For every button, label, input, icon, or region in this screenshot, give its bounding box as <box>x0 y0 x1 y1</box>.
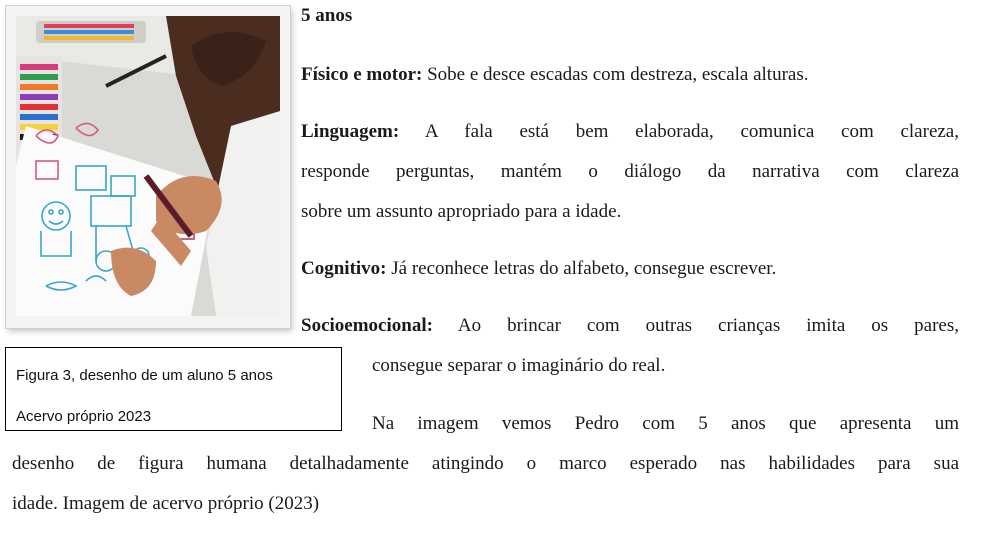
figure-source: Acervo próprio 2023 <box>16 408 152 425</box>
figure-photo <box>6 6 290 328</box>
figure-caption: Figura 3, desenho de um aluno 5 anos <box>16 367 273 384</box>
paragraph-line-3: idade. Imagem de acervo próprio (2023) <box>12 493 320 514</box>
cognitivo-text: Já reconhece letras do alfabeto, consegue escrever. <box>386 258 777 279</box>
fisico-motor-paragraph <box>301 63 809 87</box>
child-drawing-photo <box>16 16 280 316</box>
figure-caption-box <box>5 347 342 431</box>
fisico-motor-text: Sobe e desce escadas com destreza, escala alturas. <box>422 64 809 85</box>
cognitivo-paragraph <box>301 257 776 281</box>
linguagem-line-1: Linguagem: A fala está bem elaborada, comunica com clareza, <box>301 121 959 142</box>
paragraph-line-1: Na imagem vemos Pedro com 5 anos que apresenta um <box>372 413 959 434</box>
age-heading: 5 anos <box>301 5 353 26</box>
linguagem-line-3: sobre um assunto apropriado para a idade. <box>301 201 622 222</box>
socioemocional-line-2: consegue separar o imaginário do real. <box>372 355 666 376</box>
fisico-motor-label: Físico e motor: <box>301 64 423 85</box>
cognitivo-label: Cognitivo: <box>301 258 387 279</box>
paragraph-line-2: desenho de figura humana detalhadamente atingindo o marco esperado nas habilidades para sua <box>12 453 959 474</box>
linguagem-label: Linguagem: <box>301 121 400 142</box>
socioemocional-label: Socioemocional: <box>301 315 433 336</box>
socioemocional-line-1: Socioemocional: Ao brincar com outras crianças imita os pares, <box>301 315 959 336</box>
linguagem-line-2: responde perguntas, mantém o diálogo da narrativa com clareza <box>301 161 959 182</box>
